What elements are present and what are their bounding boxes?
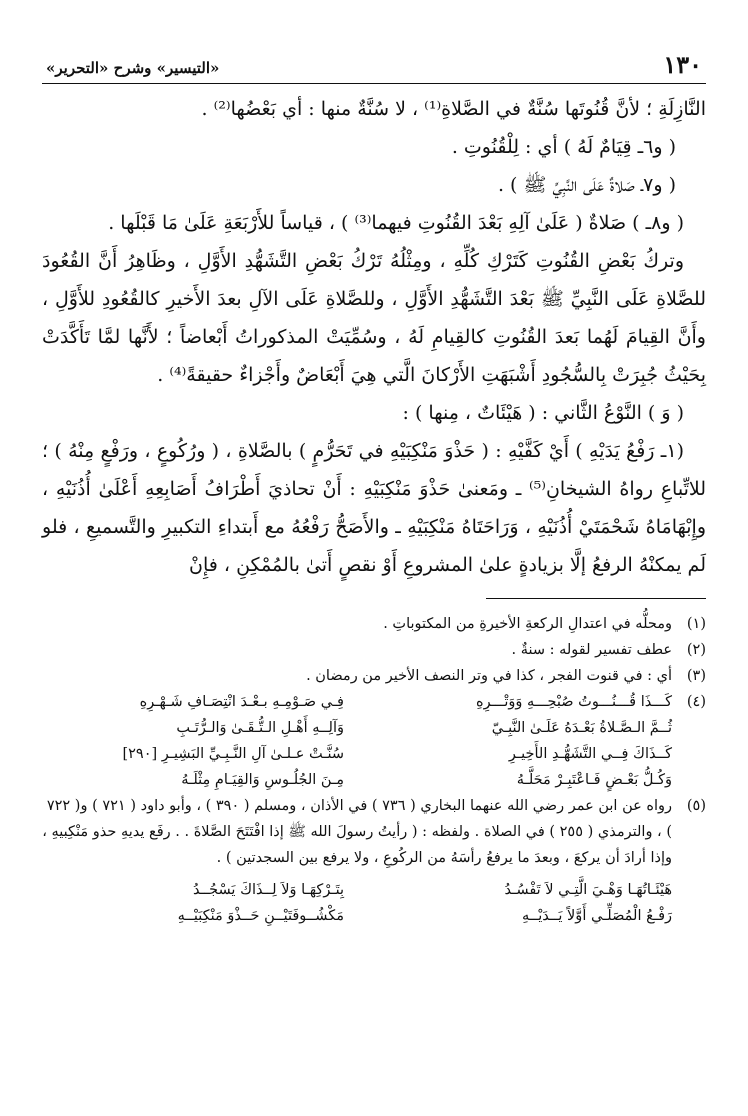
poem-hemistich: رَفْـعُ الْمُصَلِّـي أَوَّلاً يَــدَيْــهِ [521, 908, 672, 924]
footnote-number: (٥) [686, 798, 706, 814]
paragraph: النَّازِلَةِ ؛ لأنَّ قُنُوتَها سُنَّةٌ في الصَّلاةِ⁽¹⁾ ، لا سُنَّةٌ منها : أي بَعْضُها⁽²⁾ . [201, 98, 706, 120]
poem-verse [42, 741, 672, 767]
footnote-number: (٢) [686, 642, 706, 658]
footnote-number: (١) [686, 616, 706, 632]
paragraph: ( و٦ـ قِيَامٌ لَهُ ) أي : لِلْقُنُوتِ . [451, 136, 676, 158]
poem-hemistich: ثُــمَّ الـصَّـلاةُ بَعْـدَهُ عَلَـىٰ النَّبِـيّ [491, 720, 672, 736]
poem-hemistich: مِـنَ الجُلُـوسِ وَالقِيَـامِ مِثْلَـهُ [181, 772, 344, 788]
footnote [42, 793, 706, 871]
footnote-text: عطف تفسير لقوله : سنةٌ . [511, 642, 672, 658]
paragraph: ( و٧ـ صَلاةٌ عَلَى النَّبِيِّ ﷺ ) . [497, 174, 676, 196]
poem-hemistich: سُنَّـتْ عـلـىٰ آلِ النَّـبِـيِّ البَشِيـرِ [٢٩٠] [122, 746, 344, 762]
poem-hemistich: هَيْئَـاتُهَـا وَهْـيَ الَّتِـي لاَ تَفْسُـدُ [504, 882, 672, 898]
footnote [42, 637, 706, 663]
running-title: «التيسير» وشرح «التحرير» [46, 59, 220, 77]
page-header [42, 50, 706, 84]
poem-verse [42, 767, 672, 793]
footnote-number: (٤) [686, 694, 706, 710]
poem-hemistich: كَـــذَا قُـــنُـــوتُ صُبْحِـــهِ وَوَتْـــرِهِ [476, 694, 672, 710]
poem-hemistich: كَــذَاكَ فِــي التَّشَهُّـدِ الأَخِيـرِ [508, 746, 672, 762]
poem-hemistich: وَآلِــهِ أَهْـلِ الـتُّـقَـىٰ وَالـرُّتَـبِ [176, 720, 344, 736]
page-number: ١٣٠ [663, 50, 702, 79]
footnote-number: (٣) [686, 668, 706, 684]
poem-verse [42, 877, 672, 903]
poem-hemistich: وَكُـلُّ بَعْـضٍ فَـاعْتَبِـرْ مَحَلَّـهُ [516, 772, 672, 788]
poem-hemistich: بِتَـرْكِهَـا وَلاَ لِــذَاكَ يَسْجُــدُ [193, 882, 344, 898]
paragraph: ( و٨ـ ) صَلاةٌ ( عَلَىٰ آلِهِ بَعْدَ القُنُوتِ فيهما⁽³⁾ ) ، قياساً للأَرْبَعَةِ عَلَىٰ مَا قَبْلَها . [108, 212, 684, 234]
footnotes [42, 611, 706, 929]
footnote-text: أي : في قنوت الفجر ، كذا في وتر النصف الأخير من رمضان . [306, 668, 672, 684]
footnote-poem [42, 877, 706, 929]
poem-verse [42, 689, 672, 715]
paragraph: (١ـ رَفْعُ يَدَيْهِ ) أَيْ كَفَّيْهِ : ( حَذْوَ مَنْكِبَيْهِ في تَحَرُّمٍ ) بالصَّلاةِ ، ( ورُكُوعٍ ، ورَفْعٍ مِنْهُ ) ؛ للاتِّباعِ رواهُ الشيخانِ⁽⁵⁾ ـ ومَعنىٰ حَذْوَ مَنْكِبَيْهِ : أَنْ تحاذيَ أَطْرَافُ أَصَابِعِهِ أَعْلَىٰ أُذُنَيْهِ ، وإِبْهَامَاهُ شَحْمَتَيْ أُذُنَيْهِ ، وَرَاحَتَاهُ مَنْكِبَيْهِ ـ والأَصَحُّ رَفْعُهُ مع أَبتداءِ التكبيرِ والتَّسميعِ ، فلو لَم يمكنْهُ الرفعُ إلَّا بزيادةٍ علىٰ المشروعِ أَوْ نقصٍ أَتىٰ بالمُمْكِنِ ، فإِنْ [42, 440, 706, 576]
paragraph: وتركُ بَعْضِ القُنُوتِ كَتَرْكِ كُلِّهِ ، ومِثْلُهُ تَرْكُ بَعْضِ التَّشَهُّدِ الأَوَّلِ ، وظَاهِرُ أَنَّ القُعُودَ للصَّلاةِ عَلَى النَّبِيِّ ﷺ بَعْدَ التَّشَهُّدِ الأَوَّلِ ، وللصَّلاةِ عَلَى الآلِ بعدَ الأَخيرِ كالقُعُودِ للأَوَّلِ ، وأَنَّ القِيامَ لَهُما بَعدَ القُنُوتِ كالقِيامِ لَهُ ، وسُمِّيَتْ المذكوراتُ أَبْعاضاً ؛ لأَنَّها لمَّا تَأَكَّدَتْ بِحَيْثُ جُبِرَتْ بِالسُّجُودِ أَشْبَهَتِ الأَرْكانَ الَّتي هِيَ أَبْعَاضٌ وأَجْزاءٌ حقيقةً⁽⁴⁾ . [42, 250, 706, 386]
footnote [42, 611, 706, 637]
footnote [42, 663, 706, 689]
footnote-poem [42, 689, 672, 793]
footnote [42, 689, 706, 793]
main-text [42, 90, 706, 584]
footnote-text: ومحلُّه في اعتدالِ الركعةِ الأخيرةِ من المكتوباتِ . [383, 616, 672, 632]
footnote-divider [486, 598, 706, 599]
section-heading: ( وَ ) النَّوْعُ الثَّاني : ( هَيْئَاتٌ ، مِنها ) : [402, 402, 684, 424]
poem-hemistich: مَكْشُــوفَتَيْــنِ حَــذْوَ مَنْكِبَيْــهِ [177, 908, 344, 924]
poem-verse [42, 715, 672, 741]
poem-hemistich: فِـي صَـوْمِـهِ بـعْـدَ انْتِصَـافِ شَـهْـرِهِ [139, 694, 344, 710]
poem-verse [42, 903, 672, 929]
footnote-text: رواه عن ابن عمر رضي الله عنهما البخاري ( ٧٣٦ ) في الأذان ، ومسلم ( ٣٩٠ ) ، وأبو داود ( ٧٢١ ) و( ٧٢٢ ) ، والترمذي ( ٢٥٥ ) في الصلاة . ولفظه : ( رأيتُ رسولَ الله ﷺ إذا افْتَتَحَ الصَّلاةَ . . رفَع يديهِ حذو مَنْكِبيهِ ، وإذا أرادَ أن يركعَ ، وبعدَ ما يرفعُ رأسَهُ من الركُوعِ ، ولا يرفع بين السجدتين ) . [42, 798, 672, 866]
